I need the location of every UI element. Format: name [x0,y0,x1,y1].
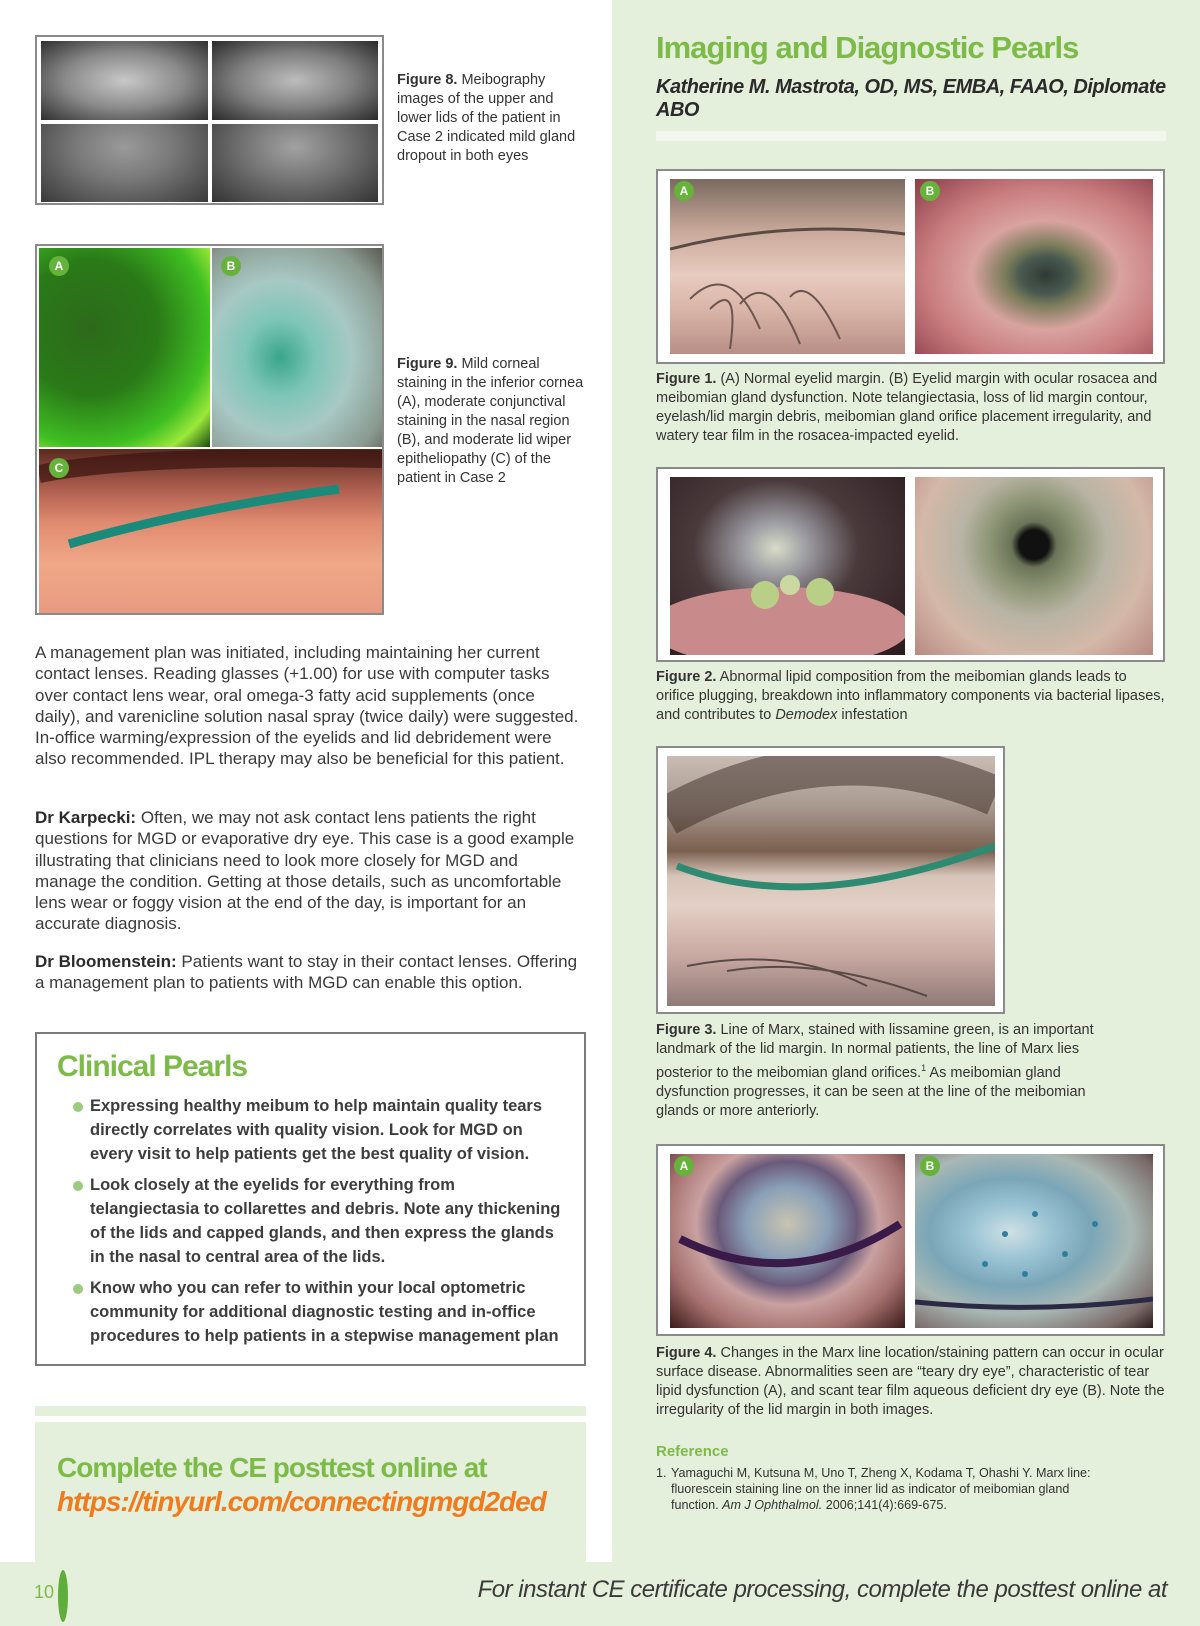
leaf-icon [58,1570,68,1622]
reference-citation: 2006;141(4):669-675. [825,1498,947,1512]
caption-text: Meibography images of the upper and lower lids of the patient in Case 2 indicated mild gland dropout in both eyes [397,72,576,164]
figure-3-caption [656,1021,1116,1121]
footer-text: For instant CE certificate processing, complete the posttest online at [477,1576,1167,1603]
figure-label: Figure 2. [656,669,717,685]
figure-9-frame [35,244,384,615]
figure-8-frame [35,35,384,205]
badge-c: C [49,458,69,478]
lid-margin-illustration [670,1154,905,1328]
list-item-text: Expressing healthy meibum to help maintain quality tears directly correlates with quality vision. Look for MGD on every visit to help patients get the best quality of vision. [90,1097,543,1163]
ce-link[interactable]: https://tinyurl.com/connectingmgd2ded [57,1486,546,1517]
figure-label: Figure 3. [656,1022,717,1038]
body-paragraph-2 [35,807,580,935]
figure-9-caption [397,355,587,488]
figure-4b-photo [915,1154,1153,1328]
ce-posttest-box [35,1422,586,1562]
paragraph-text: Patients want to stay in their contact lenses. Offering a management plan to patients with MGD can enable this option. [35,952,578,993]
caption-italic: Demodex [775,707,838,723]
caption-text: Line of Marx, stained with lissamine green, is an important landmark of the lid margin. In normal patients, the line of Marx lies posterior to the meibomian gland orifices. [656,1022,1094,1081]
section-title: Imaging and Diagnostic Pearls [656,30,1079,65]
bullet-icon [73,1181,83,1191]
badge-a: A [674,181,694,201]
bullet-icon [73,1102,83,1112]
figure-4-caption [656,1344,1166,1420]
figure-2b-photo [915,477,1153,655]
list-item [57,1173,562,1269]
reference-journal: Am J Ophthalmol. [722,1498,823,1512]
body-paragraph-3 [35,951,580,994]
page-number: 10 [34,1582,55,1602]
figure-9c-photo [39,449,382,613]
reference-entry [656,1465,1111,1513]
reference-number: 1. [656,1466,667,1480]
badge-a: A [674,1156,694,1176]
caption-text: As meibomian gland dysfunction progresses, it can be seen at the line of the meibomian glands or more anteriorly. [656,1064,1086,1119]
ce-divider [35,1406,586,1416]
badge-b: B [920,1156,940,1176]
list-item-text: Know who you can refer to within your local optometric community for additional diagnostic testing and in-office procedures to help patients in a stepwise management plan [90,1279,559,1345]
reference-body [656,1465,1111,1513]
figure-8-lower-right [212,124,378,202]
caption-text: infestation [841,707,908,723]
figure-2a-photo [670,477,905,655]
caption-text: Mild corneal staining in the inferior cornea (A), moderate conjunctival staining in the nasal region (B), and moderate lid wiper epitheliopathy (C) of the patient in Case 2 [397,356,584,486]
eyelash-illustration [670,179,905,354]
figure-8-lower-left [41,124,208,202]
reference-heading: Reference [656,1443,729,1460]
figure-2-caption [656,668,1166,725]
clinical-pearls-list [57,1094,562,1355]
paragraph-text: Often, we may not ask contact lens patients the right questions for MGD or evaporative dry eye. This case is a good example illustrating that clinicians need to look more closely for MGD and manage the condition. Getting at those details, such as uncomfortable lens wear or foggy vision at the end of the day, is important for an accurate diagnosis. [35,808,575,934]
clinical-pearls-title: Clinical Pearls [57,1050,248,1083]
list-item [57,1094,562,1166]
figure-label: Figure 4. [656,1345,717,1361]
caption-text: Changes in the Marx line location/staining pattern can occur in ocular surface disease. Abnormalities seen are “teary dry eye”, characteristic of tear lipid dysfunction (A), and scant tear film aqueous deficient dry eye (B). Note the irregularity of the lid margin in both images. [656,1345,1165,1418]
author-byline: Katherine M. Mastrota, OD, MS, EMBA, FAAO, Diplomate ABO [656,76,1166,121]
figure-1-frame [656,169,1165,364]
divider [656,131,1166,141]
figure-4a-photo [670,1154,905,1328]
marx-line-illustration [667,756,995,1006]
speaker-name: Dr Bloomenstein: [35,952,177,971]
figure-8-upper-right [212,41,378,120]
figure-1a-photo [670,179,905,354]
page-footer [0,1562,1200,1626]
figure-9a-photo [39,248,210,447]
badge-a: A [49,256,69,276]
list-item-text: Look closely at the eyelids for everything from telangiectasia to collarettes and debris. Note any thickening of the lids and capped glands, and then express the glands in the nasal to central area of the lids. [90,1176,561,1266]
caption-text: (A) Normal eyelid margin. (B) Eyelid margin with ocular rosacea and meibomian gland dysfunction. Note telangiectasia, loss of lid margin contour, eyelash/lid margin debris, meibomian gland orifice placement irregularity, and watery tear film in the rosacea-impacted eyelid. [656,371,1158,444]
figure-label: Figure 9. [397,356,458,372]
body-paragraph-1: A management plan was initiated, including maintaining her current contact lenses. Reading glasses (+1.00) for use with computer tasks over contact lens wear, oral omega-3 fatty acid supplements (once daily), and varenicline solution nasal spray (twice daily) were suggested. In-office warming/expression of the eyelids and lid debridement were also recommended. IPL therapy may also be beneficial for this patient. [35,643,579,769]
figure-9b-photo [212,248,382,447]
gland-plug-illustration [670,477,905,655]
speaker-name: Dr Karpecki: [35,808,137,827]
caption-text: Abnormal lipid composition from the meibomian glands leads to orifice plugging, breakdown into inflammatory components via bacterial lipases, and contributes to [656,669,1165,723]
staining-illustration [915,1154,1153,1328]
footnote-ref: 1 [921,1063,927,1073]
badge-b: B [920,181,940,201]
figure-label: Figure 1. [656,371,717,387]
clinical-pearls-box [35,1032,586,1366]
figure-8-caption [397,71,592,166]
lid-wiper-illustration [39,449,382,613]
badge-b: B [221,256,241,276]
bullet-icon [73,1284,83,1294]
figure-1-caption [656,370,1166,446]
figure-3-photo [667,756,995,1006]
ce-heading: Complete the CE posttest online at [57,1452,487,1483]
figure-1b-photo [915,179,1153,354]
figure-3-frame [656,746,1005,1014]
figure-label: Figure 8. [397,72,458,88]
list-item [57,1276,562,1348]
figure-4-frame [656,1144,1165,1336]
figure-8-upper-left [41,41,208,120]
figure-2-frame [656,467,1165,662]
reference-text: Yamaguchi M, Kutsuna M, Uno T, Zheng X, Kodama T, Ohashi Y. Marx line: fluorescein staining line on the inner lid as indicator of meibomian gland function. [671,1466,1091,1512]
